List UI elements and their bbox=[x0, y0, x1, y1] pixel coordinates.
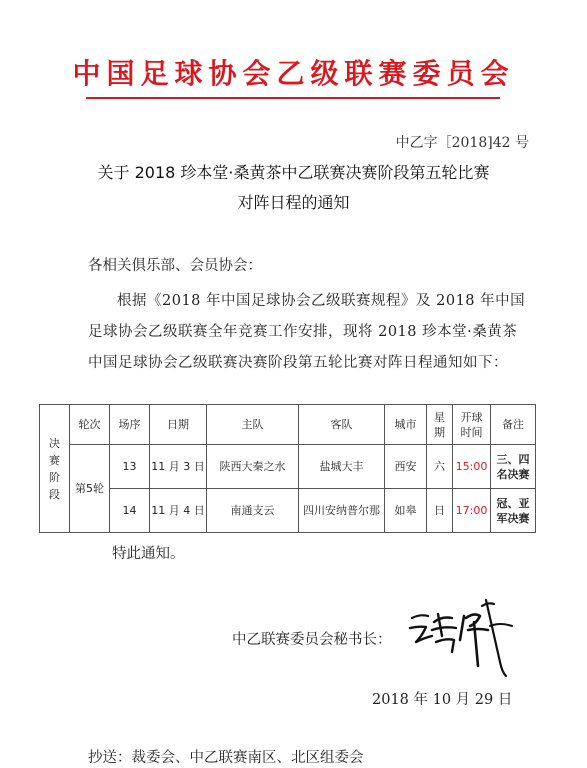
header-title: 中国足球协会乙级联赛委员会 bbox=[72, 57, 515, 90]
stage-cell bbox=[40, 405, 70, 533]
salutation: 各相关俱乐部、会员协会： bbox=[88, 258, 262, 274]
weekday-cell: 日 bbox=[427, 489, 453, 533]
closing-text: 特此通知。 bbox=[112, 546, 185, 562]
header-round: 轮次 bbox=[70, 405, 110, 445]
notice-body: 根据《2018 年中国足球协会乙级联赛规程》及 2018 年中国足球协会乙级联赛全年竞赛工作安排，现将 2018 珍本堂·桑黄茶中国足球协会乙级联赛决赛阶段第五轮比赛对阵日程通知如下： bbox=[88, 293, 526, 371]
cc-line: 抄送：裁委会、中乙联赛南区、北区组委会 bbox=[88, 750, 364, 766]
city-cell: 如皋 bbox=[385, 489, 427, 533]
away-team-cell: 四川安纳普尔那 bbox=[299, 489, 385, 533]
header-match-no: 场序 bbox=[110, 405, 150, 445]
header-away: 客队 bbox=[299, 405, 385, 445]
away-team-cell: 盐城大丰 bbox=[299, 445, 385, 489]
header-home: 主队 bbox=[207, 405, 299, 445]
round-cell: 第5轮 bbox=[70, 445, 110, 533]
home-team-cell: 陕西大秦之水 bbox=[207, 445, 299, 489]
header-kickoff-label: 开球时间 bbox=[460, 410, 483, 439]
table-header-row bbox=[40, 405, 536, 445]
header-divider bbox=[86, 97, 500, 99]
table-row bbox=[40, 445, 536, 489]
note-cell bbox=[491, 489, 536, 533]
match-no-cell: 13 bbox=[110, 445, 150, 489]
date-cell: 11 月 3 日 bbox=[150, 445, 207, 489]
issue-date: 2018 年 10 月 29 日 bbox=[372, 692, 513, 708]
note-cell bbox=[491, 445, 536, 489]
home-team-cell: 南通支云 bbox=[207, 489, 299, 533]
signatory-label: 中乙联赛委员会秘书长： bbox=[232, 632, 392, 648]
document-number: 中乙字［2018]42 号 bbox=[395, 135, 529, 151]
city-cell: 西安 bbox=[385, 445, 427, 489]
match-no-cell: 14 bbox=[110, 489, 150, 533]
note-label: 三、四名决赛 bbox=[496, 452, 530, 481]
schedule-table bbox=[39, 404, 536, 533]
date-cell: 11 月 4 日 bbox=[150, 489, 207, 533]
kickoff-cell: 15:00 bbox=[453, 445, 491, 489]
header-weekday bbox=[427, 405, 453, 445]
note-label: 冠、亚军决赛 bbox=[496, 496, 530, 525]
header-kickoff bbox=[453, 405, 491, 445]
stage-label: 决赛阶段 bbox=[49, 436, 60, 501]
notice-title-line-2: 对阵日程的通知 bbox=[237, 193, 350, 212]
table-row bbox=[40, 489, 536, 533]
handwritten-signature bbox=[408, 596, 518, 682]
header-date: 日期 bbox=[150, 405, 207, 445]
weekday-cell: 六 bbox=[427, 445, 453, 489]
notice-title-line-1: 关于 2018 珍本堂·桑黄茶中乙联赛决赛阶段第五轮比赛 bbox=[97, 163, 490, 182]
header-weekday-label: 星期 bbox=[434, 410, 445, 439]
kickoff-cell: 17:00 bbox=[453, 489, 491, 533]
header-note: 备注 bbox=[491, 405, 536, 445]
header-city: 城市 bbox=[385, 405, 427, 445]
